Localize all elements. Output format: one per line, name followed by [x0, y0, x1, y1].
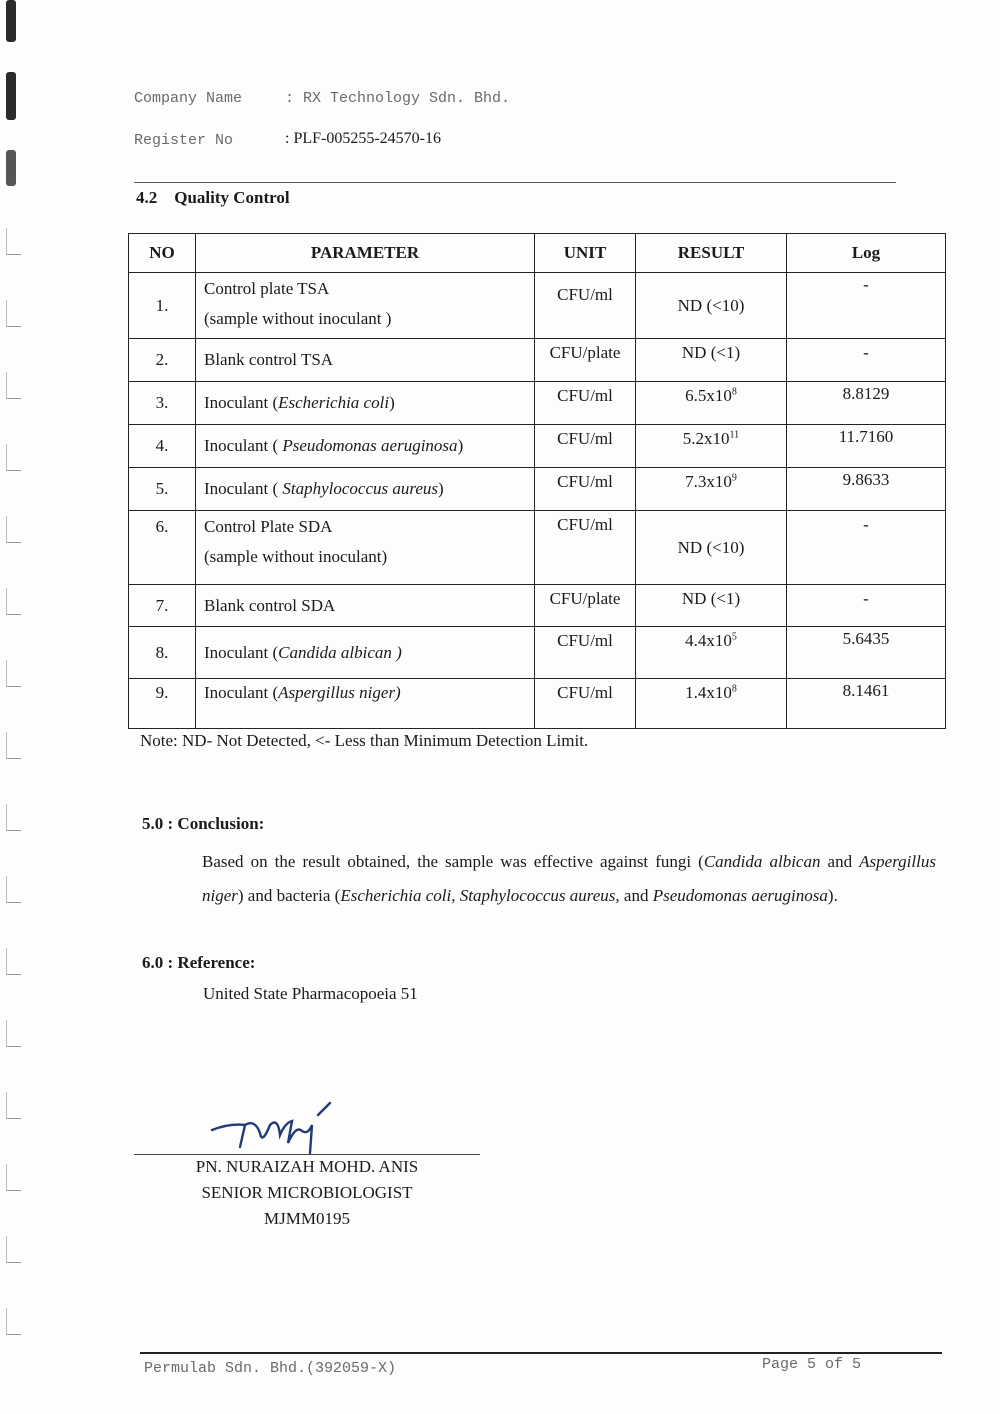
- register-no-value: : PLF-005255-24570-16: [285, 130, 441, 147]
- result-base: 1.4x10: [685, 683, 732, 702]
- cell-log: -: [787, 339, 946, 382]
- cell-result: ND (<10): [636, 511, 787, 585]
- cell-unit: CFU/ml: [535, 511, 636, 585]
- binding-tick: [6, 588, 21, 615]
- binding-mark: [6, 72, 16, 120]
- signature-line: [134, 1154, 480, 1155]
- header-rule: [134, 182, 896, 183]
- conclusion-text-part: and: [820, 852, 860, 871]
- signatory-id: MJMM0195: [264, 1209, 350, 1228]
- cell-unit: CFU/ml: [535, 679, 636, 729]
- binding-tick: [6, 300, 21, 327]
- parameter-subtext: (sample without inoculant ): [204, 309, 392, 328]
- binding-tick: [6, 1164, 21, 1191]
- table-row: [129, 585, 946, 627]
- table-row: [129, 339, 946, 382]
- table-row: [129, 627, 946, 679]
- result-base: 7.3x10: [685, 472, 732, 491]
- conclusion-text-part: and: [619, 886, 653, 905]
- cell-no: 3.: [129, 382, 196, 425]
- cell-parameter: Blank control TSA: [196, 339, 535, 382]
- organism-name: Escherichia coli, Staphylococcus aureus,: [340, 886, 620, 905]
- quality-control-table: [128, 233, 946, 729]
- cell-unit: CFU/plate: [535, 585, 636, 627]
- cell-log: 11.7160: [787, 425, 946, 468]
- table-row: [129, 511, 946, 585]
- conclusion-heading: 5.0 : Conclusion:: [142, 814, 265, 833]
- table-header-row: [129, 234, 946, 273]
- col-header-no: NO: [129, 234, 196, 273]
- result-base: 4.4x10: [685, 631, 732, 650]
- parameter-suffix: ): [438, 479, 444, 498]
- cell-no: 2.: [129, 339, 196, 382]
- cell-no: 7.: [129, 585, 196, 627]
- binding-tick: [6, 516, 21, 543]
- cell-parameter: [196, 468, 535, 511]
- binding-tick: [6, 876, 21, 903]
- binding-tick: [6, 1308, 21, 1335]
- cell-log: -: [787, 511, 946, 585]
- section-heading-qc: [136, 188, 290, 208]
- binding-tick: [6, 444, 21, 471]
- cell-log: 8.1461: [787, 679, 946, 729]
- cell-result: ND (<10): [636, 273, 787, 339]
- col-header-parameter: PARAMETER: [196, 234, 535, 273]
- footer-page-number: Page 5 of 5: [762, 1356, 862, 1373]
- binding-tick: [6, 1092, 21, 1119]
- organism-name: Staphylococcus aureus: [282, 479, 438, 498]
- cell-log: 9.8633: [787, 468, 946, 511]
- organism-name: Pseudomonas aeruginosa: [652, 886, 828, 905]
- cell-result: [636, 627, 787, 679]
- signatory-title: SENIOR MICROBIOLOGIST: [201, 1183, 413, 1202]
- cell-log: 8.8129: [787, 382, 946, 425]
- binding-tick: [6, 732, 21, 759]
- table-row: [129, 468, 946, 511]
- table-row: [129, 382, 946, 425]
- result-exponent: 9: [731, 472, 737, 484]
- table-row: [129, 679, 946, 729]
- result-exponent: 8: [731, 683, 737, 695]
- cell-parameter: [196, 382, 535, 425]
- binding-tick: [6, 948, 21, 975]
- cell-unit: CFU/ml: [535, 468, 636, 511]
- cell-unit: CFU/ml: [535, 425, 636, 468]
- parameter-subtext: (sample without inoculant): [204, 547, 388, 566]
- cell-result: ND (<1): [636, 585, 787, 627]
- cell-result: [636, 382, 787, 425]
- conclusion-text-part: ) and bacteria (: [237, 886, 341, 905]
- cell-unit: CFU/ml: [535, 273, 636, 339]
- section-title: Quality Control: [174, 188, 290, 207]
- company-name-label: Company Name: [134, 90, 243, 107]
- binding-mark: [6, 0, 16, 42]
- table-note: Note: ND- Not Detected, <- Less than Minimum Detection Limit.: [140, 731, 589, 750]
- cell-parameter: [196, 511, 535, 585]
- parameter-prefix: Inoculant (: [204, 642, 279, 662]
- cell-parameter: Blank control SDA: [196, 585, 535, 627]
- binding-tick: [6, 372, 21, 399]
- conclusion-text-part: Based on the result obtained, the sample was effective against fungi (: [202, 852, 704, 871]
- cell-no: 4.: [129, 425, 196, 468]
- conclusion-text-part: ).: [827, 886, 838, 905]
- organism-name: Pseudomonas aeruginosa: [282, 436, 458, 455]
- result-exponent: 5: [731, 631, 737, 643]
- binding-tick: [6, 660, 21, 687]
- cell-parameter: [196, 627, 535, 679]
- col-header-log: Log: [787, 234, 946, 273]
- binding-tick: [6, 1020, 21, 1047]
- result-base: 6.5x10: [685, 386, 732, 405]
- binding-tick: [6, 228, 21, 255]
- organism-name: Aspergillus niger: [202, 852, 936, 905]
- parameter-prefix: Inoculant (: [204, 436, 283, 455]
- result-exponent: 11: [729, 429, 740, 441]
- binding-tick: [6, 1236, 21, 1263]
- cell-no: 8.: [129, 627, 196, 679]
- company-name-value: : RX Technology Sdn. Bhd.: [285, 90, 511, 107]
- binding-mark: [6, 150, 16, 186]
- col-header-unit: UNIT: [535, 234, 636, 273]
- cell-parameter: [196, 425, 535, 468]
- cell-parameter: [196, 679, 535, 729]
- table-row: [129, 425, 946, 468]
- parameter-prefix: Inoculant (: [204, 479, 283, 498]
- table-row: [129, 273, 946, 339]
- organism-name: Candida albican: [703, 852, 821, 871]
- reference-text: United State Pharmacopoeia 51: [203, 984, 418, 1003]
- conclusion-text: [202, 845, 936, 913]
- register-no-label: Register No: [134, 132, 234, 149]
- cell-result: [636, 468, 787, 511]
- cell-no: 9.: [129, 679, 196, 729]
- organism-name: Candida albican ): [278, 642, 402, 662]
- cell-unit: CFU/plate: [535, 339, 636, 382]
- cell-unit: CFU/ml: [535, 382, 636, 425]
- footer-company: Permulab Sdn. Bhd.(392059-X): [144, 1360, 397, 1377]
- cell-unit: CFU/ml: [535, 627, 636, 679]
- cell-no: 1.: [129, 273, 196, 339]
- organism-name: Aspergillus niger): [278, 683, 401, 702]
- parameter-suffix: ): [389, 393, 395, 412]
- footer-rule: [140, 1352, 942, 1354]
- cell-result: [636, 679, 787, 729]
- cell-no: 5.: [129, 468, 196, 511]
- parameter-suffix: ): [457, 436, 464, 455]
- cell-log: -: [787, 585, 946, 627]
- signatory-name: PN. NURAIZAH MOHD. ANIS: [195, 1157, 419, 1176]
- section-number: 4.2: [136, 188, 158, 207]
- result-exponent: 8: [731, 386, 737, 398]
- parameter-prefix: Inoculant (: [204, 683, 279, 702]
- parameter-prefix: Inoculant (: [204, 393, 279, 412]
- cell-parameter: [196, 273, 535, 339]
- parameter-text: Control plate TSA: [204, 279, 330, 298]
- result-base: 5.2x10: [682, 429, 730, 448]
- cell-result: ND (<1): [636, 339, 787, 382]
- cell-result: [636, 425, 787, 468]
- binding-tick: [6, 804, 21, 831]
- cell-log: 5.6435: [787, 627, 946, 679]
- parameter-text: Control Plate SDA: [204, 517, 333, 536]
- reference-heading: 6.0 : Reference:: [142, 953, 256, 972]
- cell-log: -: [787, 273, 946, 339]
- organism-name: Escherichia coli: [278, 393, 390, 412]
- cell-no: 6.: [129, 511, 196, 585]
- col-header-result: RESULT: [636, 234, 787, 273]
